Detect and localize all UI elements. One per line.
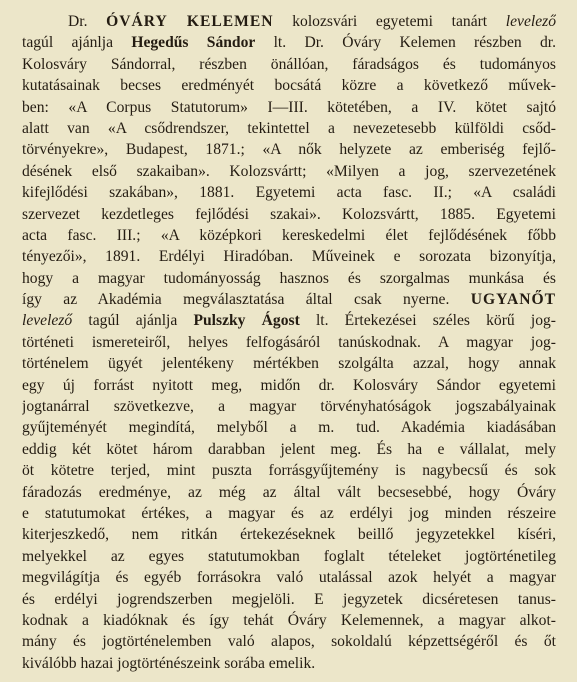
text-segment: désének első szakaiban». Kolozsvártt; «Milyen a jog, szervezetének — [22, 162, 556, 180]
text-line — [22, 139, 556, 160]
text-segment: kolozsvári egyetemi tanárt — [273, 13, 506, 30]
text-segment: történelem ügyét jelentékeny mértékben szolgálta azzal, hogy annak — [22, 355, 556, 373]
body-paragraph — [22, 11, 556, 674]
text-line — [22, 161, 556, 182]
text-segment: lt. Dr. Óváry Kelemen részben dr. — [255, 34, 556, 52]
text-line — [22, 225, 556, 246]
text-segment: és erdélyi jogrendszerben megjelöli. E jegyzetek dicséretesen tanus- — [22, 590, 556, 608]
emphasized-name: ÓVÁRY KELEMEN — [106, 13, 274, 30]
italic-term: levelező — [505, 13, 556, 30]
text-segment: hogy a magyar tudományosság hasznos és szorgalmas munkása és — [22, 269, 556, 287]
text-line — [22, 97, 556, 118]
text-segment: e statutumokat értékes, a magyar és az erdélyi jog minden részeire — [22, 504, 556, 522]
text-line — [22, 524, 556, 545]
text-line — [22, 268, 556, 289]
text-line — [22, 460, 556, 481]
text-segment: mány és jogtörténelemben való alapos, sokoldalú képzettségéről és őt — [22, 633, 556, 651]
person-name: Hegedűs Sándor — [131, 34, 256, 52]
text-line — [22, 32, 556, 53]
text-line — [22, 118, 556, 139]
document-page — [22, 11, 556, 674]
text-segment: öt kötetre terjed, mint puszta forrásgyűjtemény is nagybecsű és sok — [22, 462, 556, 480]
text-segment: történeti ismereteiről, helyes felfogásáról tanúskodnak. A magyar jog- — [22, 333, 556, 351]
text-segment: kiválóbb hazai jogtörténészeink sorába emelik. — [22, 654, 316, 672]
text-segment: kiterjeszkedő, nem ritkán értekezéseknek beillő jegyzetekkel kíséri, — [22, 526, 556, 544]
text-segment: melyekkel az egyes statutumokban foglalt tételeket jogtörténetileg — [22, 547, 556, 565]
text-line — [22, 246, 556, 267]
text-line — [22, 204, 556, 225]
text-segment: ben: «A Corpus Statutorum» I—III. kötetében, a IV. kötet sajtó — [22, 98, 556, 116]
text-line — [22, 353, 556, 374]
text-segment: kifejlődési szakában», 1881. Egyetemi acta fasc. II.; «A családi — [22, 184, 556, 202]
italic-term: levelező — [22, 312, 73, 330]
text-line — [22, 375, 556, 396]
text-line — [22, 589, 556, 610]
text-line — [22, 653, 556, 674]
text-segment: Kolosváry Sándorral, részben önállóan, fáradságos és tudományos — [22, 55, 556, 73]
text-segment: így az Akadémia megválasztatása által csak nyerne. — [22, 291, 471, 309]
text-segment: acta fasc. III.; «A középkori kereskedelmi élet fejlődésének főbb — [22, 226, 556, 244]
text-segment: Dr. — [68, 13, 107, 30]
text-segment: gyűjteményét megindítá, melyből a m. tud. Akadémia kiadásában — [22, 419, 556, 437]
text-segment: eddig két kötet három darabban jelent meg. És ha e vállalat, mely — [22, 440, 556, 458]
text-segment: jogtanárral szövetkezve, a magyar törvényhatóságok jogszabályainak — [22, 398, 556, 416]
text-segment: egy új forrást nyitott meg, midőn dr. Kolosváry Sándor egyetemi — [22, 376, 556, 394]
text-line — [22, 417, 556, 438]
text-segment: tagúl ajánlja — [72, 312, 194, 330]
text-line — [22, 631, 556, 652]
text-segment: törvényekre», Budapest, 1871.; «A nők helyzete az emberiség fejlő- — [22, 141, 556, 159]
text-line — [22, 482, 556, 503]
text-line — [22, 546, 556, 567]
text-segment: szervezet kezdetleges fejlődési szakai». Kolozsvártt, 1885. Egyetemi — [22, 205, 556, 223]
text-line — [22, 396, 556, 417]
text-line — [22, 182, 556, 203]
text-line — [22, 310, 556, 331]
text-line — [22, 54, 556, 75]
text-line — [22, 332, 556, 353]
text-line — [22, 610, 556, 631]
text-segment: kodnak a kiadóknak és így tehát Óváry Kelemennek, a magyar alkot- — [22, 611, 556, 629]
text-line — [22, 11, 556, 32]
text-segment: kutatásainak becses eredményét bocsátá közre a következő művek- — [22, 77, 556, 95]
text-segment: tagúl ajánlja — [22, 34, 132, 52]
text-line — [22, 439, 556, 460]
text-segment: alatt van «A csődrendszer, tekintettel a nevezetesebb külföldi csőd- — [22, 119, 556, 137]
emphasized-name: UGYANŐT — [470, 291, 556, 309]
person-name: Pulszky Ágost — [193, 312, 300, 330]
text-line — [22, 503, 556, 524]
text-segment: lt. Értekezései széles körű jog- — [299, 312, 556, 330]
text-line — [22, 567, 556, 588]
text-segment: tényezői», 1891. Erdélyi Hiradóban. Műveinek e sorozata bizonyítja, — [22, 248, 556, 266]
text-segment: fáradozás eredménye, az még az által vált becsesebbé, hogy Óváry — [22, 483, 556, 501]
text-segment: megvilágítja és egyéb forrásokra való utalással azok helyét a magyar — [22, 569, 556, 587]
text-line — [22, 289, 556, 310]
text-line — [22, 75, 556, 96]
